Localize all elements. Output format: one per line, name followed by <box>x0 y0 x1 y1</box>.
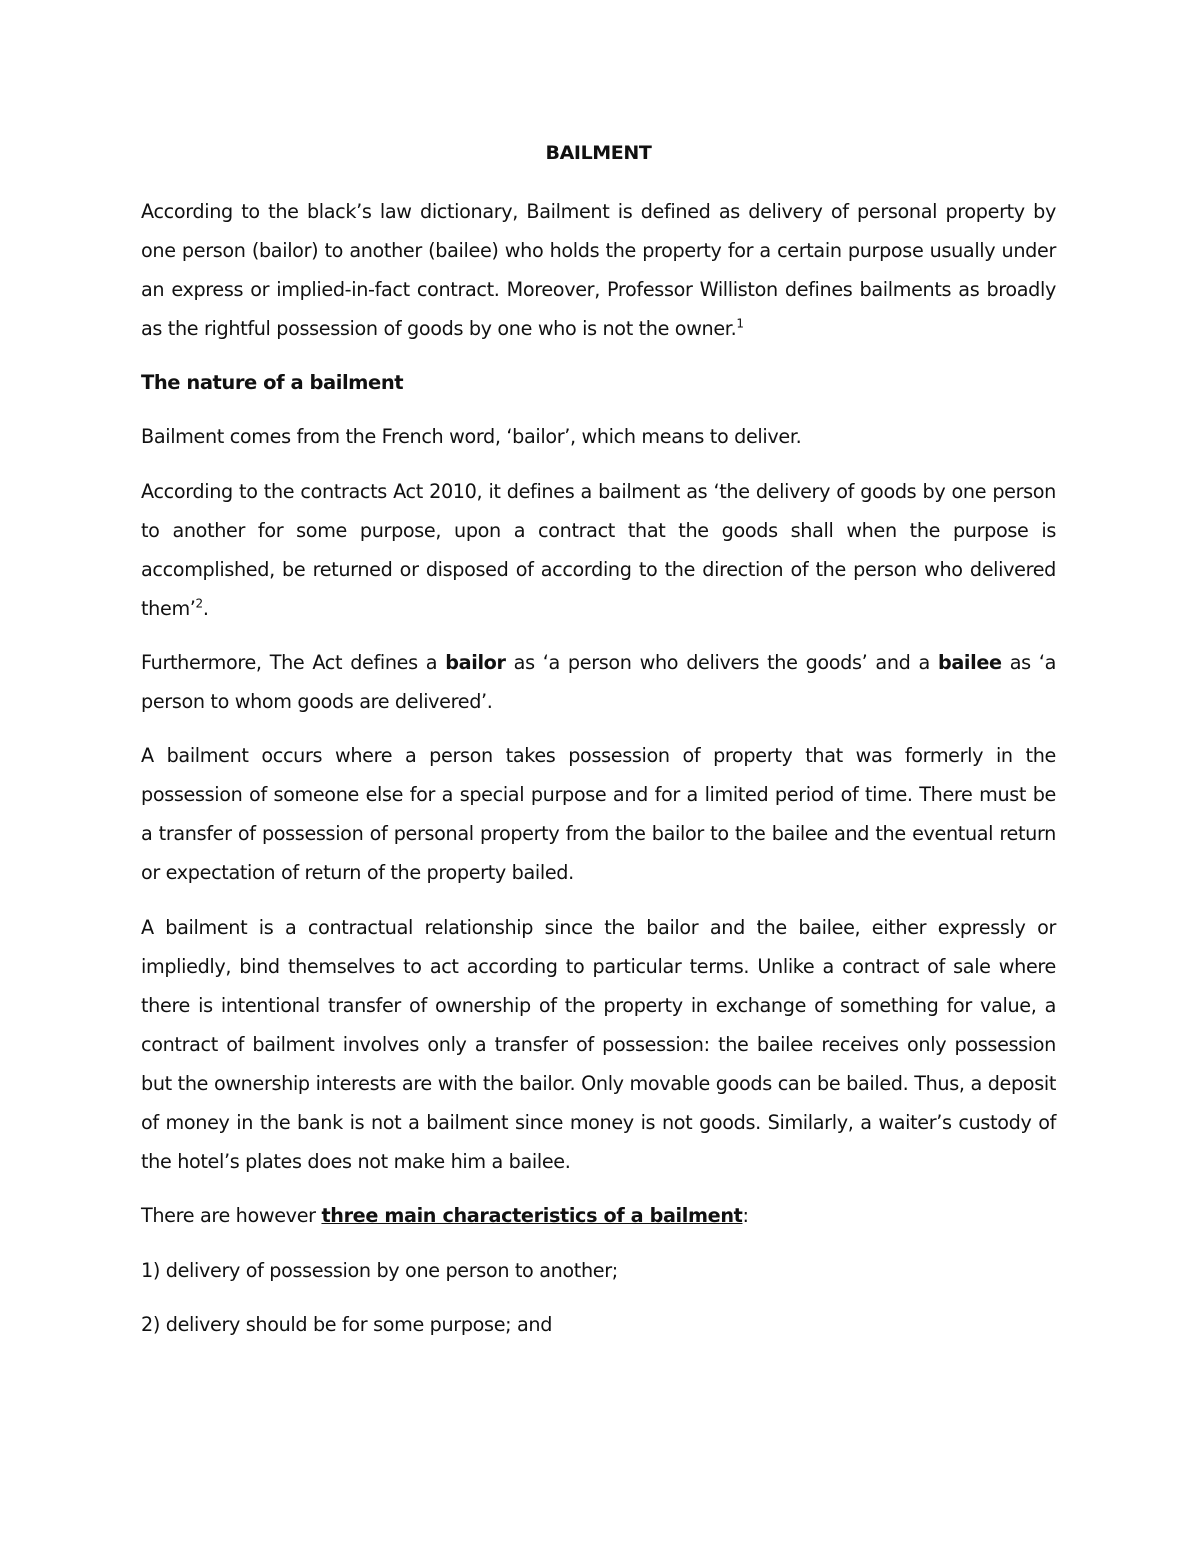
paragraph-occurrence: A bailment occurs where a person takes possession of property that was formerly in the possession of someone else for a special purpose and for a limited period of time. There must be a transfer of possession of personal property from the bailor to the bailee and the eventual return or expectation of return of the property bailed. <box>141 744 1056 884</box>
characteristics-emphasis: three main characteristics of a bailment <box>321 1204 743 1227</box>
paragraph-contracts-act-text: According to the contracts Act 2010, it defines a bailment as ‘the delivery of goods by one person to another for some purpose, upon a contract that the goods shall when the purpose is accomplished, be returned or disposed of according to the direction of the person who delivered them’ <box>141 480 1056 620</box>
paragraph-characteristics-text-a: There are however <box>141 1204 322 1227</box>
paragraph-contracts-act <box>141 472 1056 628</box>
section-heading: The nature of a bailment <box>141 371 404 394</box>
footnote-ref-2: 2 <box>195 596 203 611</box>
paragraph-definition-text: According to the black’s law dictionary, Bailment is defined as delivery of personal property by one person (bailor) to another (bailee) who holds the property for a certain purpose usually under an express or implied-in-fact contract. Moreover, Professor Williston defines bailments as broadly as the rightful possession of goods by one who is not the owner. <box>141 200 1056 340</box>
paragraph-origin: Bailment comes from the French word, ‘bailor’, which means to deliver. <box>141 425 802 448</box>
paragraph-contracts-act-end: . <box>202 597 209 620</box>
document-title: BAILMENT <box>545 142 652 164</box>
paragraph-bailor-bailee-text-c: as ‘a person to whom goods are delivered’. <box>141 651 1056 713</box>
paragraph-characteristics-intro <box>141 1196 1056 1235</box>
paragraph-bailor-bailee-text-b: as ‘a person who delivers the goods’ and a <box>505 651 938 674</box>
paragraph-definition <box>141 192 1056 348</box>
list-item: 2) delivery should be for some purpose; and <box>141 1313 553 1336</box>
paragraph-bailor-bailee-text-a: Furthermore, The Act defines a <box>141 651 446 674</box>
term-bailor: bailor <box>445 651 506 674</box>
paragraph-bailor-bailee <box>141 643 1056 721</box>
term-bailee: bailee <box>937 651 1002 674</box>
footnote-ref-1: 1 <box>736 316 744 331</box>
paragraph-characteristics-text-b: : <box>742 1204 749 1227</box>
list-item: 1) delivery of possession by one person to another; <box>141 1259 618 1282</box>
paragraph-contractual: A bailment is a contractual relationship since the bailor and the bailee, either expressly or impliedly, bind themselves to act according to particular terms. Unlike a contract of sale where there is intentional transfer of ownership of the property in exchange of something for value, a contract of bailment involves only a transfer of possession: the bailee receives only possession but the ownership interests are with the bailor. Only movable goods can be bailed. Thus, a deposit of money in the bank is not a bailment since money is not goods. Similarly, a waiter’s custody of the hotel’s plates does not make him a bailee. <box>141 916 1056 1173</box>
